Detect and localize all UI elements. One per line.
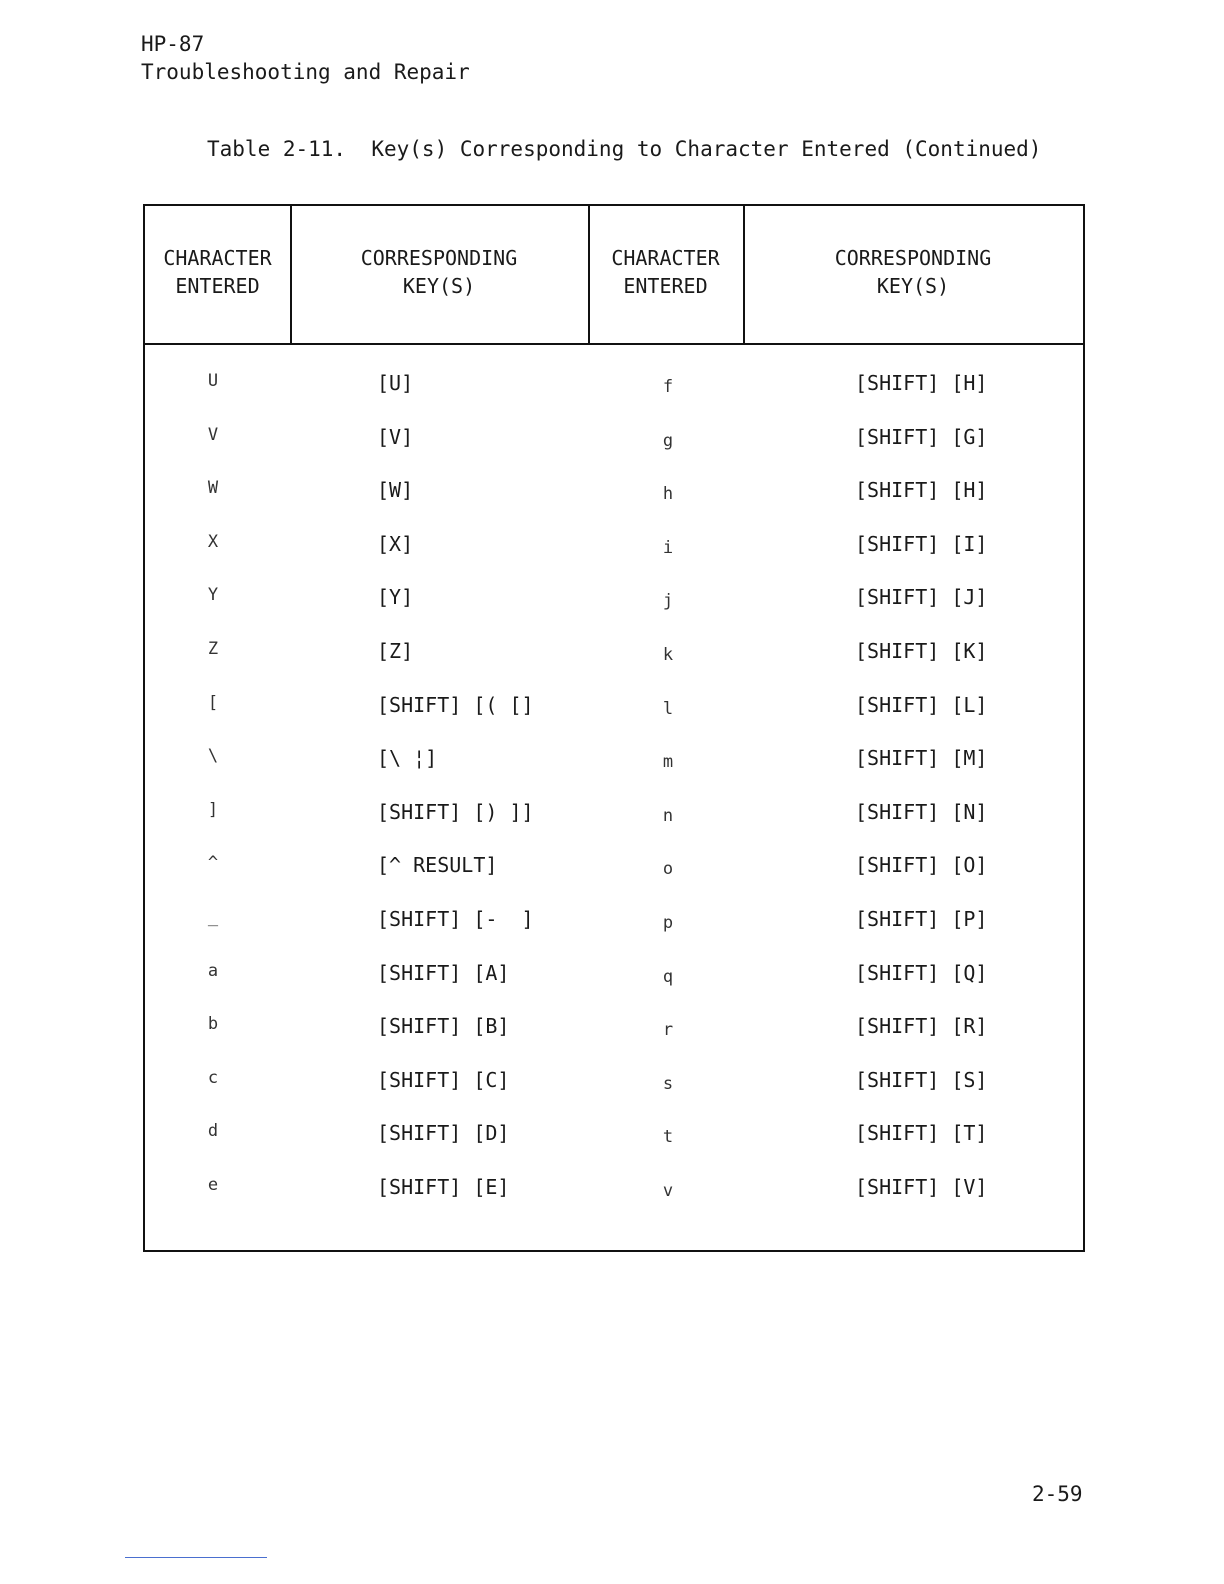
- table-row: [145, 1002, 1083, 1055]
- corresponding-keys-cell: [SHIFT] [L]: [855, 692, 988, 717]
- corresponding-keys-cell: [SHIFT] [O]: [855, 853, 988, 878]
- footer-rule: [125, 1557, 267, 1558]
- table-row: [145, 1056, 1083, 1109]
- corresponding-keys-cell: [SHIFT] [H]: [855, 478, 988, 503]
- corresponding-keys-cell: [SHIFT] [H]: [855, 371, 988, 395]
- character-entered-cell: r: [662, 1020, 674, 1041]
- corresponding-keys-cell: [SHIFT] [G]: [855, 424, 988, 449]
- character-entered-cell: [: [207, 692, 219, 713]
- corresponding-keys-cell: [SHIFT] [K]: [855, 639, 988, 663]
- table-row: [145, 841, 1083, 894]
- corresponding-keys-cell: [SHIFT] [R]: [855, 1014, 988, 1039]
- character-entered-cell: m: [662, 752, 674, 773]
- corresponding-keys-cell: [SHIFT] [M]: [855, 746, 988, 771]
- corresponding-keys-cell: [X]: [377, 531, 414, 556]
- table-row: [145, 413, 1083, 466]
- table-row: [145, 1163, 1083, 1216]
- character-entered-cell: g: [662, 430, 674, 451]
- table-row: [145, 466, 1083, 519]
- corresponding-keys-cell: [SHIFT] [V]: [855, 1175, 988, 1199]
- character-entered-cell: W: [207, 478, 219, 499]
- character-entered-cell: s: [662, 1073, 674, 1094]
- character-entered-cell: c: [207, 1067, 219, 1088]
- table-row: [145, 949, 1083, 1002]
- running-header: [141, 30, 470, 86]
- character-entered-cell: e: [207, 1175, 219, 1195]
- character-entered-cell: X: [207, 531, 219, 552]
- table-header-row: [145, 206, 1083, 345]
- character-entered-cell: _: [207, 907, 219, 927]
- corresponding-keys-cell: [SHIFT] [- ]: [377, 907, 534, 931]
- character-entered-cell: \: [207, 746, 219, 767]
- corresponding-keys-cell: [SHIFT] [N]: [855, 799, 988, 824]
- character-entered-cell: a: [207, 960, 219, 981]
- character-entered-cell: v: [662, 1181, 674, 1201]
- corresponding-keys-cell: [Z]: [377, 639, 414, 663]
- corresponding-keys-cell: [W]: [377, 478, 414, 503]
- corresponding-keys-cell: [SHIFT] [B]: [377, 1014, 510, 1039]
- corresponding-keys-cell: [SHIFT] [D]: [377, 1121, 510, 1146]
- header-section: Troubleshooting and Repair: [141, 60, 470, 84]
- corresponding-keys-cell: [SHIFT] [) ]]: [377, 799, 534, 824]
- character-entered-cell: t: [662, 1127, 674, 1148]
- character-entered-cell: ^: [207, 853, 219, 874]
- table-row: [145, 627, 1083, 680]
- corresponding-keys-cell: [SHIFT] [C]: [377, 1067, 510, 1092]
- character-entered-cell: j: [662, 591, 674, 612]
- table-row: [145, 573, 1083, 626]
- header-character-entered: CHARACTER ENTERED: [611, 246, 720, 298]
- character-entered-cell: h: [662, 484, 674, 505]
- character-entered-cell: l: [662, 698, 674, 719]
- table-row: [145, 359, 1083, 412]
- character-entered-cell: Z: [207, 639, 219, 659]
- table-row: [145, 1109, 1083, 1162]
- table-row: [145, 895, 1083, 948]
- table-caption: Table 2-11. Key(s) Corresponding to Character Entered (Continued): [207, 137, 1042, 161]
- character-entered-cell: b: [207, 1014, 219, 1035]
- header-corresponding-keys: CORRESPONDING KEY(S): [360, 246, 518, 298]
- character-entered-cell: V: [207, 424, 219, 445]
- table-row: [145, 681, 1083, 734]
- corresponding-keys-cell: [Y]: [377, 585, 414, 610]
- character-entered-cell: o: [662, 859, 674, 880]
- corresponding-keys-cell: [SHIFT] [Q]: [855, 960, 988, 985]
- character-entered-cell: ]: [207, 799, 219, 820]
- key-table: [143, 204, 1085, 1252]
- corresponding-keys-cell: [SHIFT] [P]: [855, 907, 988, 931]
- corresponding-keys-cell: [SHIFT] [E]: [377, 1175, 510, 1199]
- character-entered-cell: Y: [207, 585, 219, 606]
- character-entered-cell: q: [662, 966, 674, 987]
- table-row: [145, 520, 1083, 573]
- corresponding-keys-cell: [^ RESULT]: [377, 853, 498, 878]
- character-entered-cell: U: [207, 371, 219, 391]
- character-entered-cell: p: [662, 913, 674, 933]
- table-row: [145, 788, 1083, 841]
- header-corresponding-keys: CORRESPONDING KEY(S): [834, 246, 992, 298]
- character-entered-cell: d: [207, 1121, 219, 1142]
- corresponding-keys-cell: [SHIFT] [A]: [377, 960, 510, 985]
- header-character-entered: CHARACTER ENTERED: [163, 246, 272, 298]
- corresponding-keys-cell: [SHIFT] [T]: [855, 1121, 988, 1146]
- corresponding-keys-cell: [SHIFT] [S]: [855, 1067, 988, 1092]
- character-entered-cell: i: [662, 537, 674, 558]
- table-row: [145, 734, 1083, 787]
- corresponding-keys-cell: [\ ¦]: [377, 746, 438, 771]
- corresponding-keys-cell: [SHIFT] [( []: [377, 692, 534, 717]
- corresponding-keys-cell: [SHIFT] [I]: [855, 531, 988, 556]
- corresponding-keys-cell: [SHIFT] [J]: [855, 585, 988, 610]
- corresponding-keys-cell: [V]: [377, 424, 414, 449]
- character-entered-cell: f: [662, 377, 674, 397]
- character-entered-cell: n: [662, 805, 674, 826]
- character-entered-cell: k: [662, 645, 674, 665]
- header-model: HP-87: [141, 32, 205, 56]
- corresponding-keys-cell: [U]: [377, 371, 414, 395]
- page-number: 2-59: [1032, 1482, 1083, 1506]
